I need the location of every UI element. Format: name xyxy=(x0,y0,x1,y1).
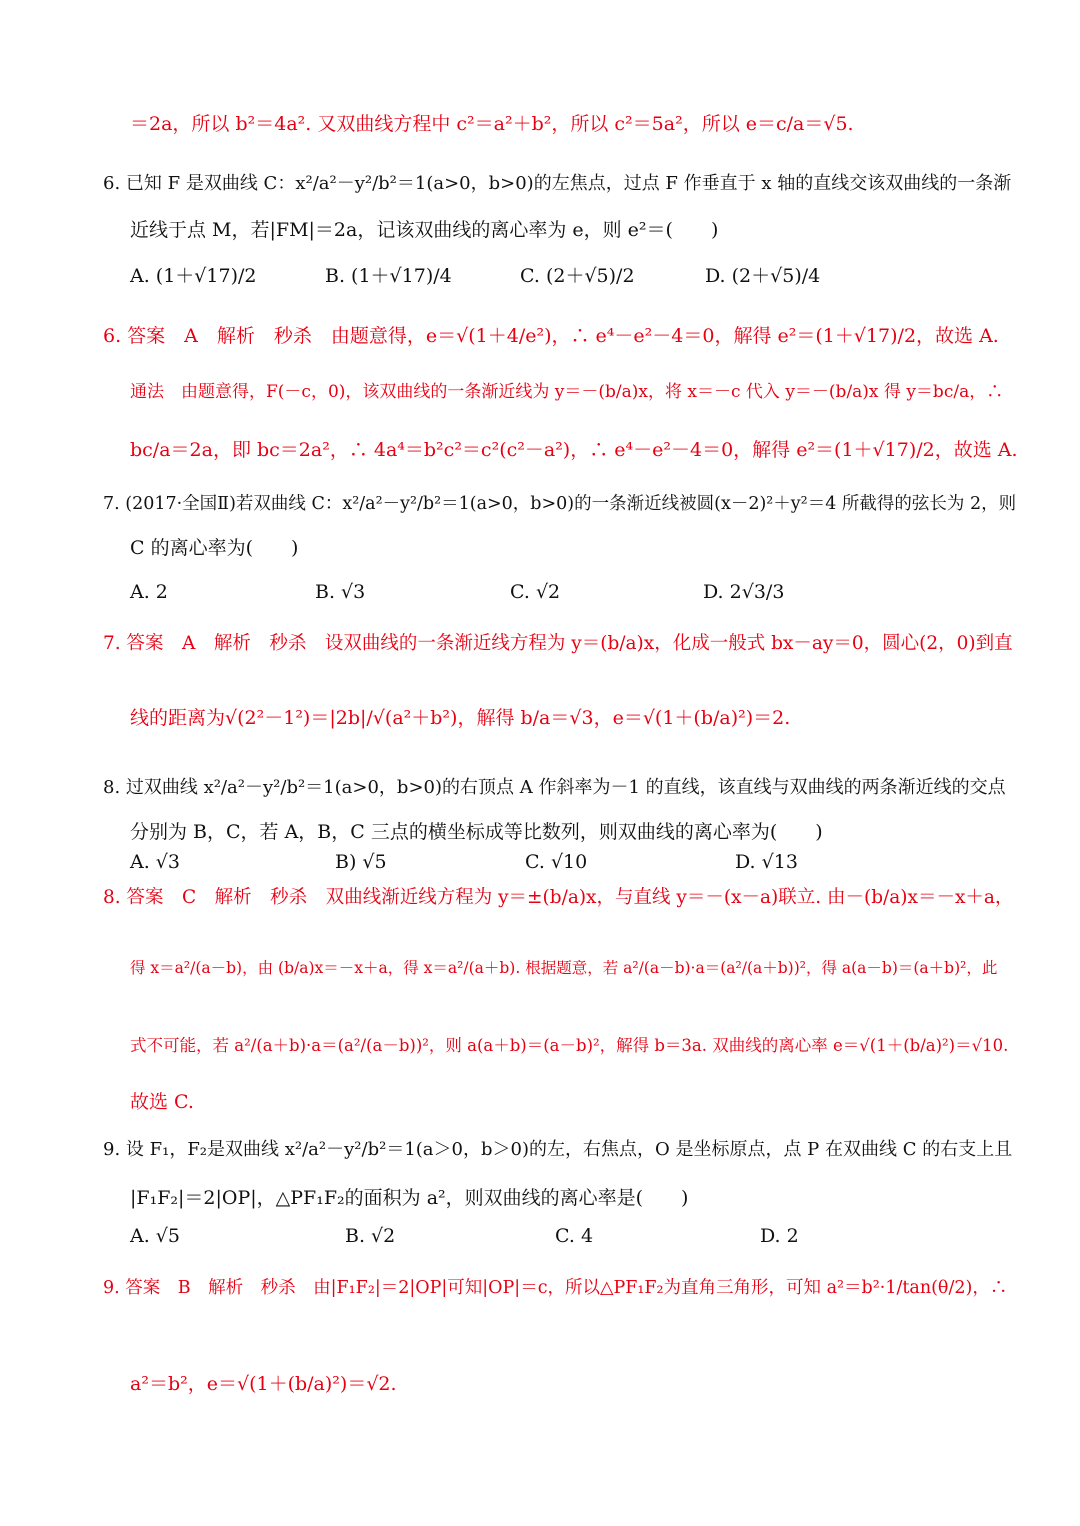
q6-option-c: C. (2＋√5)/2 xyxy=(520,265,635,287)
answer-7-line-1: 7. 答案 A 解析 秒杀 设双曲线的一条渐近线方程为 y＝(b/a)x，化成一般式 bx－ay＝0，圆心(2，0)到直 xyxy=(103,633,1013,654)
q9-option-a: A. √5 xyxy=(130,1225,180,1247)
question-6-line-1: 6. 已知 F 是双曲线 C：x²/a²－y²/b²＝1(a>0，b>0)的左焦点，过点 F 作垂直于 x 轴的直线交该双曲线的一条渐 xyxy=(103,173,1012,194)
question-8-line-2: 分别为 B，C，若 A，B，C 三点的横坐标成等比数列，则双曲线的离心率为( ) xyxy=(130,821,823,843)
solution-5-tail: ＝2a，所以 b²＝4a². 又双曲线方程中 c²＝a²＋b²，所以 c²＝5a²，所以 e＝c/a＝√5. xyxy=(130,113,854,135)
q8-option-b: B) √5 xyxy=(335,851,387,873)
q6-option-b: B. (1＋√17)/4 xyxy=(325,265,452,287)
q9-option-c: C. 4 xyxy=(555,1225,594,1247)
answer-7-line-2: 线的距离为√(2²－1²)＝|2b|/√(a²＋b²)，解得 b/a＝√3，e＝√(1＋(b/a)²)＝2. xyxy=(130,707,791,729)
answer-9-line-2: a²＝b²，e＝√(1＋(b/a)²)＝√2. xyxy=(130,1373,397,1395)
question-8-line-1: 8. 过双曲线 x²/a²－y²/b²＝1(a>0，b>0)的右顶点 A 作斜率为－1 的直线，该直线与双曲线的两条渐近线的交点 xyxy=(103,777,1006,798)
answer-8-line-4: 故选 C. xyxy=(130,1091,194,1113)
question-7-line-2: C 的离心率为( ) xyxy=(130,537,299,559)
question-6-line-2: 近线于点 M，若|FM|＝2a，记该双曲线的离心率为 e，则 e²＝( ) xyxy=(130,219,719,241)
q7-option-d: D. 2√3/3 xyxy=(703,581,785,603)
question-9-line-1: 9. 设 F₁，F₂是双曲线 x²/a²－y²/b²＝1(a＞0，b＞0)的左，右焦点，O 是坐标原点，点 P 在双曲线 C 的右支上且 xyxy=(103,1139,1013,1160)
answer-8-line-2: 得 x＝a²/(a－b)，由 (b/a)x＝－x＋a，得 x＝a²/(a＋b). 根据题意，若 a²/(a－b)·a＝(a²/(a＋b))²，得 a(a－b)＝(a＋b)²，此 xyxy=(130,959,998,977)
q8-option-d: D. √13 xyxy=(735,851,798,873)
q7-option-b: B. √3 xyxy=(315,581,366,603)
q9-option-b: B. √2 xyxy=(345,1225,396,1247)
answer-6-line-3: bc/a＝2a，即 bc＝2a²，∴ 4a⁴＝b²c²＝c²(c²－a²)，∴ e⁴－e²－4＝0，解得 e²＝(1＋√17)/2，故选 A. xyxy=(130,439,1018,461)
q7-option-a: A. 2 xyxy=(130,581,168,603)
q9-option-d: D. 2 xyxy=(760,1225,799,1247)
q7-option-c: C. √2 xyxy=(510,581,561,603)
answer-6-line-2: 通法 由题意得，F(－c，0)，该双曲线的一条渐近线为 y＝－(b/a)x，将 x＝－c 代入 y＝－(b/a)x 得 y＝bc/a，∴ xyxy=(130,382,1004,402)
q8-option-c: C. √10 xyxy=(525,851,588,873)
question-7-line-1: 7. (2017·全国Ⅱ)若双曲线 C：x²/a²－y²/b²＝1(a>0，b>0)的一条渐近线被圆(x－2)²＋y²＝4 所截得的弦长为 2，则 xyxy=(103,494,1017,514)
answer-9-line-1: 9. 答案 B 解析 秒杀 由|F₁F₂|＝2|OP|可知|OP|＝c，所以△PF₁F₂为直角三角形，可知 a²＝b²·1/tan(θ/2)，∴ xyxy=(103,1278,1008,1298)
answer-6-line-1: 6. 答案 A 解析 秒杀 由题意得，e＝√(1＋4/e²)，∴ e⁴－e²－4＝0，解得 e²＝(1＋√17)/2，故选 A. xyxy=(103,325,999,347)
answer-8-line-3: 式不可能，若 a²/(a＋b)·a＝(a²/(a－b))²，则 a(a＋b)＝(a－b)²，解得 b＝3a. 双曲线的离心率 e＝√(1＋(b/a)²)＝√10. xyxy=(130,1036,1009,1055)
q6-option-d: D. (2＋√5)/4 xyxy=(705,265,821,287)
q8-option-a: A. √3 xyxy=(130,851,180,873)
q6-option-a: A. (1＋√17)/2 xyxy=(130,265,257,287)
answer-8-line-1: 8. 答案 C 解析 秒杀 双曲线渐近线方程为 y＝±(b/a)x，与直线 y＝－(x－a)联立. 由－(b/a)x＝－x＋a， xyxy=(103,887,1014,908)
question-9-line-2: |F₁F₂|＝2|OP|，△PF₁F₂的面积为 a²，则双曲线的离心率是( ) xyxy=(130,1187,689,1209)
